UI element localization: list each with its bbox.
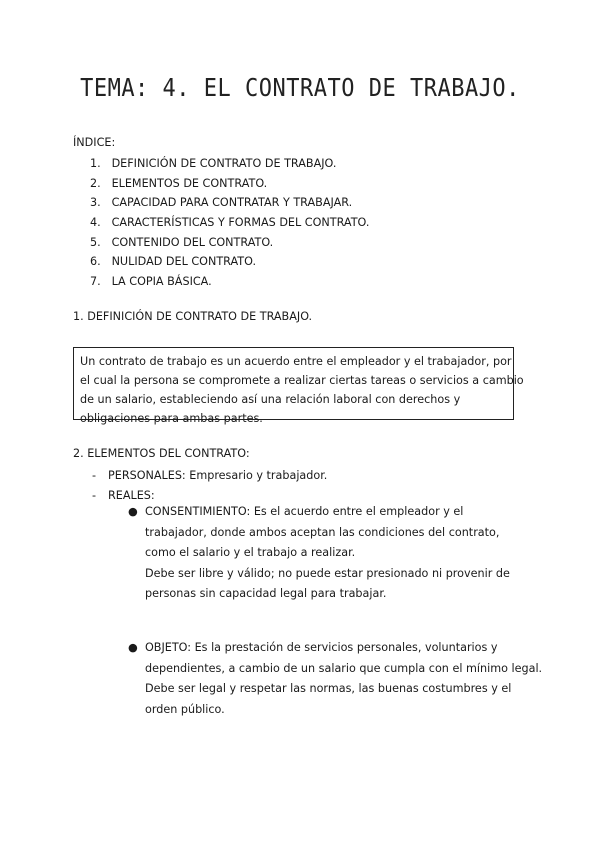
bullet-line: Debe ser legal y respetar las normas, las buenas costumbres y el: [145, 682, 512, 695]
index-item: [90, 213, 369, 233]
index-item: [90, 272, 369, 292]
index-item: [90, 174, 369, 194]
index-item-text: DEFINICIÓN DE CONTRATO DE TRABAJO.: [111, 157, 337, 170]
definition-box: [73, 347, 524, 425]
index-item: [90, 252, 369, 272]
definition-line: el cual la persona se compromete a realizar ciertas tareas o servicios a cambio: [80, 374, 524, 387]
dash-marker: -: [92, 469, 97, 482]
index-item-text: ELEMENTOS DE CONTRATO.: [111, 176, 268, 190]
bullet-text: [145, 638, 542, 720]
index-item-number: 2.: [90, 176, 101, 190]
bullet-icon: ●: [128, 641, 138, 654]
bullet-line: trabajador, donde ambos aceptan las condiciones del contrato,: [145, 525, 500, 539]
index-item: [90, 154, 369, 174]
bullet-line: dependientes, a cambio de un salario que cumpla con el mínimo legal.: [145, 661, 543, 675]
section-heading-definition: 1. DEFINICIÓN DE CONTRATO DE TRABAJO.: [73, 310, 313, 323]
index-item-text: LA COPIA BÁSICA.: [111, 275, 212, 289]
index-item-number: 1.: [90, 157, 101, 170]
index-item-text: CONTENIDO DEL CONTRATO.: [111, 235, 274, 249]
section-heading-elements: 2. ELEMENTOS DEL CONTRATO:: [73, 447, 250, 460]
bullet-line: OBJETO: Es la prestación de servicios personales, voluntarios y: [145, 641, 498, 654]
bullet-text: [145, 502, 510, 605]
index-item: [90, 193, 369, 213]
bullet-line: orden público.: [145, 702, 225, 716]
list-item: [92, 466, 327, 486]
index-item-text: NULIDAD DEL CONTRATO.: [111, 255, 257, 269]
index-label: ÍNDICE:: [73, 136, 116, 149]
definition-line: obligaciones para ambas partes.: [80, 412, 263, 425]
index-item: [90, 233, 369, 253]
index-item-number: 3.: [90, 196, 101, 210]
list-item-text: PERSONALES: Empresario y trabajador.: [108, 469, 328, 482]
definition-line: de un salario, estableciendo así una relación laboral con derechos y: [80, 393, 461, 406]
index-item-number: 5.: [90, 235, 101, 249]
dash-marker: -: [92, 488, 97, 502]
bullet-line: como el salario y el trabajo a realizar.: [145, 546, 356, 559]
bullet-line: CONSENTIMIENTO: Es el acuerdo entre el empleador y el: [145, 505, 464, 518]
list-item-text: REALES:: [108, 488, 155, 502]
index-list: [90, 154, 369, 292]
index-item-text: CARACTERÍSTICAS Y FORMAS DEL CONTRATO.: [111, 216, 370, 230]
bullet-line: personas sin capacidad legal para trabajar.: [145, 587, 387, 600]
bullet-icon: ●: [128, 505, 138, 518]
definition-line: Un contrato de trabajo es un acuerdo entre el empleador y el trabajador, por: [80, 355, 512, 368]
elements-list: [92, 466, 327, 505]
index-item-number: 4.: [90, 216, 101, 230]
page-title: TEMA: 4. EL CONTRATO DE TRABAJO.: [80, 74, 520, 103]
index-item-text: CAPACIDAD PARA CONTRATAR Y TRABAJAR.: [111, 196, 353, 210]
index-item-number: 6.: [90, 255, 101, 269]
index-item-number: 7.: [90, 275, 101, 289]
bullet-line: Debe ser libre y válido; no puede estar presionado ni provenir de: [145, 566, 510, 580]
